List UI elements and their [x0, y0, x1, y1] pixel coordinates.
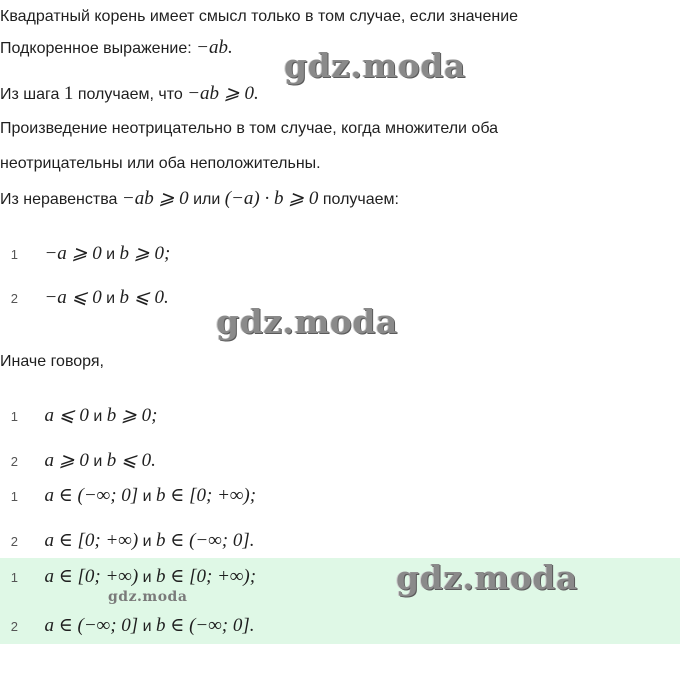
p3-text-a: Из шага: [0, 86, 60, 103]
list-conj: и: [106, 246, 116, 263]
list-math-right: b ∈ [0; +∞);: [156, 485, 257, 506]
p2-math: −ab.: [196, 37, 233, 58]
p3-math: −ab ⩾ 0.: [187, 83, 259, 104]
p6-text-b: получаем:: [322, 191, 399, 208]
p3-step-number: 1: [63, 83, 74, 104]
list-conj: и: [106, 290, 116, 307]
paragraph-4: Произведение неотрицательно в том случае, когда множители оба: [0, 120, 499, 137]
list-conj: и: [93, 453, 103, 470]
p6-text-a: Из неравенства: [0, 191, 118, 208]
paragraph-3: [0, 83, 259, 106]
list-math-right: b ⩾ 0;: [106, 405, 158, 426]
paragraph-6: [0, 188, 399, 211]
list-item: [0, 242, 170, 267]
list-math-left: a ⩾ 0: [44, 450, 89, 471]
list-item: [0, 404, 157, 429]
paragraph-5: неотрицательны или оба неположительны.: [0, 155, 321, 172]
watermark-logo-small: gdz.moda: [108, 589, 188, 605]
list-math-right: b ⩾ 0;: [119, 243, 171, 264]
list-item: [0, 529, 255, 554]
p2-text: Подкоренное выражение:: [0, 40, 192, 57]
list-math-left: a ∈ (−∞; 0]: [44, 615, 139, 636]
watermark-logo: gdz.moda: [396, 558, 578, 597]
highlighted-list-item: [0, 614, 255, 639]
list-item: [0, 484, 256, 509]
list-conj: и: [142, 488, 152, 505]
list-number: 1: [10, 570, 18, 585]
list-number: 2: [10, 291, 18, 306]
p6-math-1: −ab ⩾ 0: [121, 188, 189, 209]
list-math-right: b ⩽ 0.: [119, 287, 169, 308]
list-conj: и: [142, 618, 152, 635]
list-number: 2: [10, 454, 18, 469]
list-number: 2: [10, 619, 18, 634]
list-math-left: a ∈ [0; +∞): [44, 530, 139, 551]
list-conj: и: [142, 569, 152, 586]
p6-math-2: (−a) · b ⩾ 0: [224, 188, 319, 209]
paragraph-7: Иначе говоря,: [0, 353, 104, 370]
list-item: [0, 449, 156, 474]
list-math-left: −a ⩾ 0: [44, 243, 102, 264]
paragraph-1: Квадратный корень имеет смысл только в том случае, если значение: [0, 8, 519, 25]
paragraph-2: [0, 37, 233, 60]
p6-text-or: или: [193, 191, 221, 208]
list-math-right: b ∈ (−∞; 0].: [156, 615, 255, 636]
list-number: 1: [10, 409, 18, 424]
list-conj: и: [93, 408, 103, 425]
list-math-right: b ∈ (−∞; 0].: [156, 530, 255, 551]
watermark-logo: gdz.moda: [284, 46, 466, 85]
highlighted-list-item: [0, 565, 256, 590]
list-number: 1: [10, 247, 18, 262]
list-math-left: a ∈ (−∞; 0]: [44, 485, 139, 506]
list-number: 1: [10, 489, 18, 504]
list-number: 2: [10, 534, 18, 549]
list-math-left: a ∈ [0; +∞): [44, 566, 139, 587]
list-math-right: b ∈ [0; +∞);: [156, 566, 257, 587]
p3-text-b: получаем, что: [77, 86, 183, 103]
watermark-logo: gdz.moda: [216, 302, 398, 341]
list-conj: и: [142, 533, 152, 550]
list-math-left: −a ⩽ 0: [44, 287, 102, 308]
list-item: [0, 286, 169, 311]
list-math-right: b ⩽ 0.: [106, 450, 156, 471]
list-math-left: a ⩽ 0: [44, 405, 89, 426]
